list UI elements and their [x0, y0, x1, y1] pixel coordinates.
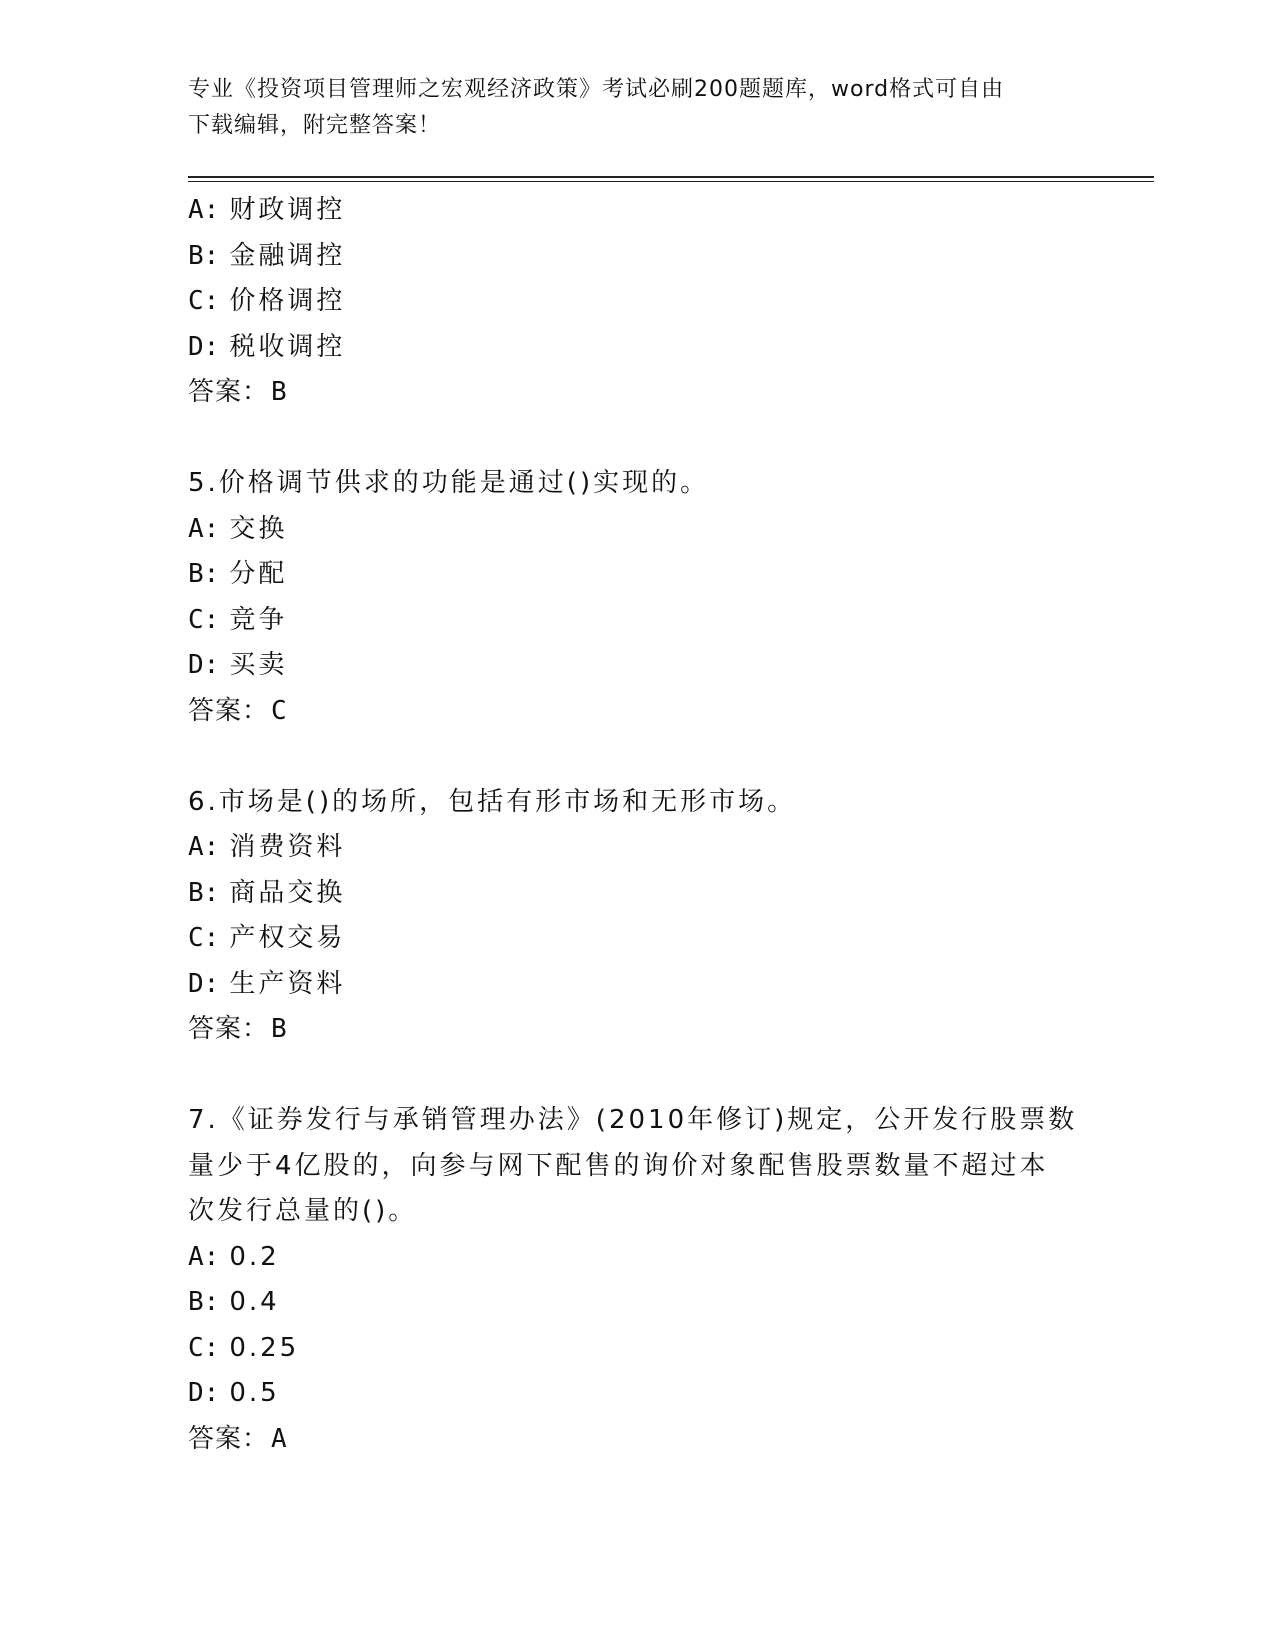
- option-b: B: 0.4: [188, 1287, 280, 1317]
- option-b: B: 金融调控: [188, 240, 346, 271]
- option-d: D: 生产资料: [188, 968, 346, 999]
- header-rule-thin: [188, 181, 1154, 182]
- question-4-options: [188, 188, 1088, 416]
- option-a: A: 0.2: [188, 1241, 280, 1272]
- option-c: C: 竞争: [188, 604, 288, 635]
- option-c: C: 产权交易: [188, 923, 346, 953]
- answer-line: 答案：A: [188, 1423, 288, 1454]
- spacer: [188, 1053, 1088, 1099]
- option-a: A: 消费资料: [188, 832, 346, 862]
- question-6: [188, 780, 1088, 1053]
- option-d: D: 买卖: [188, 650, 288, 680]
- question-content: [188, 188, 1088, 1462]
- option-c: C: 0.25: [188, 1332, 300, 1363]
- header-line-1: 专业《投资项目管理师之宏观经济政策》考试必刷200题题库，word格式可自由: [188, 77, 1005, 102]
- answer-line: 答案：B: [188, 377, 288, 407]
- question-7: [188, 1098, 1088, 1462]
- question-text-line-1: 7.《证券发行与承销管理办法》(2010年修订)规定，公开发行股票数: [188, 1105, 1078, 1135]
- question-text-line-2: 量少于4亿股的，向参与网下配售的询价对象配售股票数量不超过本: [188, 1150, 1049, 1181]
- question-text: 6.市场是()的场所，包括有形市场和无形市场。: [188, 786, 797, 817]
- spacer: [188, 734, 1088, 780]
- option-a: A: 财政调控: [188, 195, 346, 225]
- document-header: [188, 72, 1088, 144]
- option-b: B: 商品交换: [188, 877, 346, 908]
- spacer: [188, 416, 1088, 462]
- option-d: D: 税收调控: [188, 331, 346, 362]
- option-b: B: 分配: [188, 559, 288, 589]
- question-5: [188, 461, 1088, 734]
- question-text-line-3: 次发行总量的()。: [188, 1196, 418, 1226]
- header-rule-thick: [188, 176, 1154, 178]
- option-a: A: 交换: [188, 513, 288, 544]
- answer-line: 答案：B: [188, 1014, 288, 1044]
- option-d: D: 0.5: [188, 1378, 280, 1408]
- question-text: 5.价格调节供求的功能是通过()实现的。: [188, 468, 710, 498]
- header-line-2: 下载编辑，附完整答案！: [188, 113, 442, 138]
- answer-line: 答案：C: [188, 695, 288, 726]
- option-c: C: 价格调控: [188, 286, 346, 316]
